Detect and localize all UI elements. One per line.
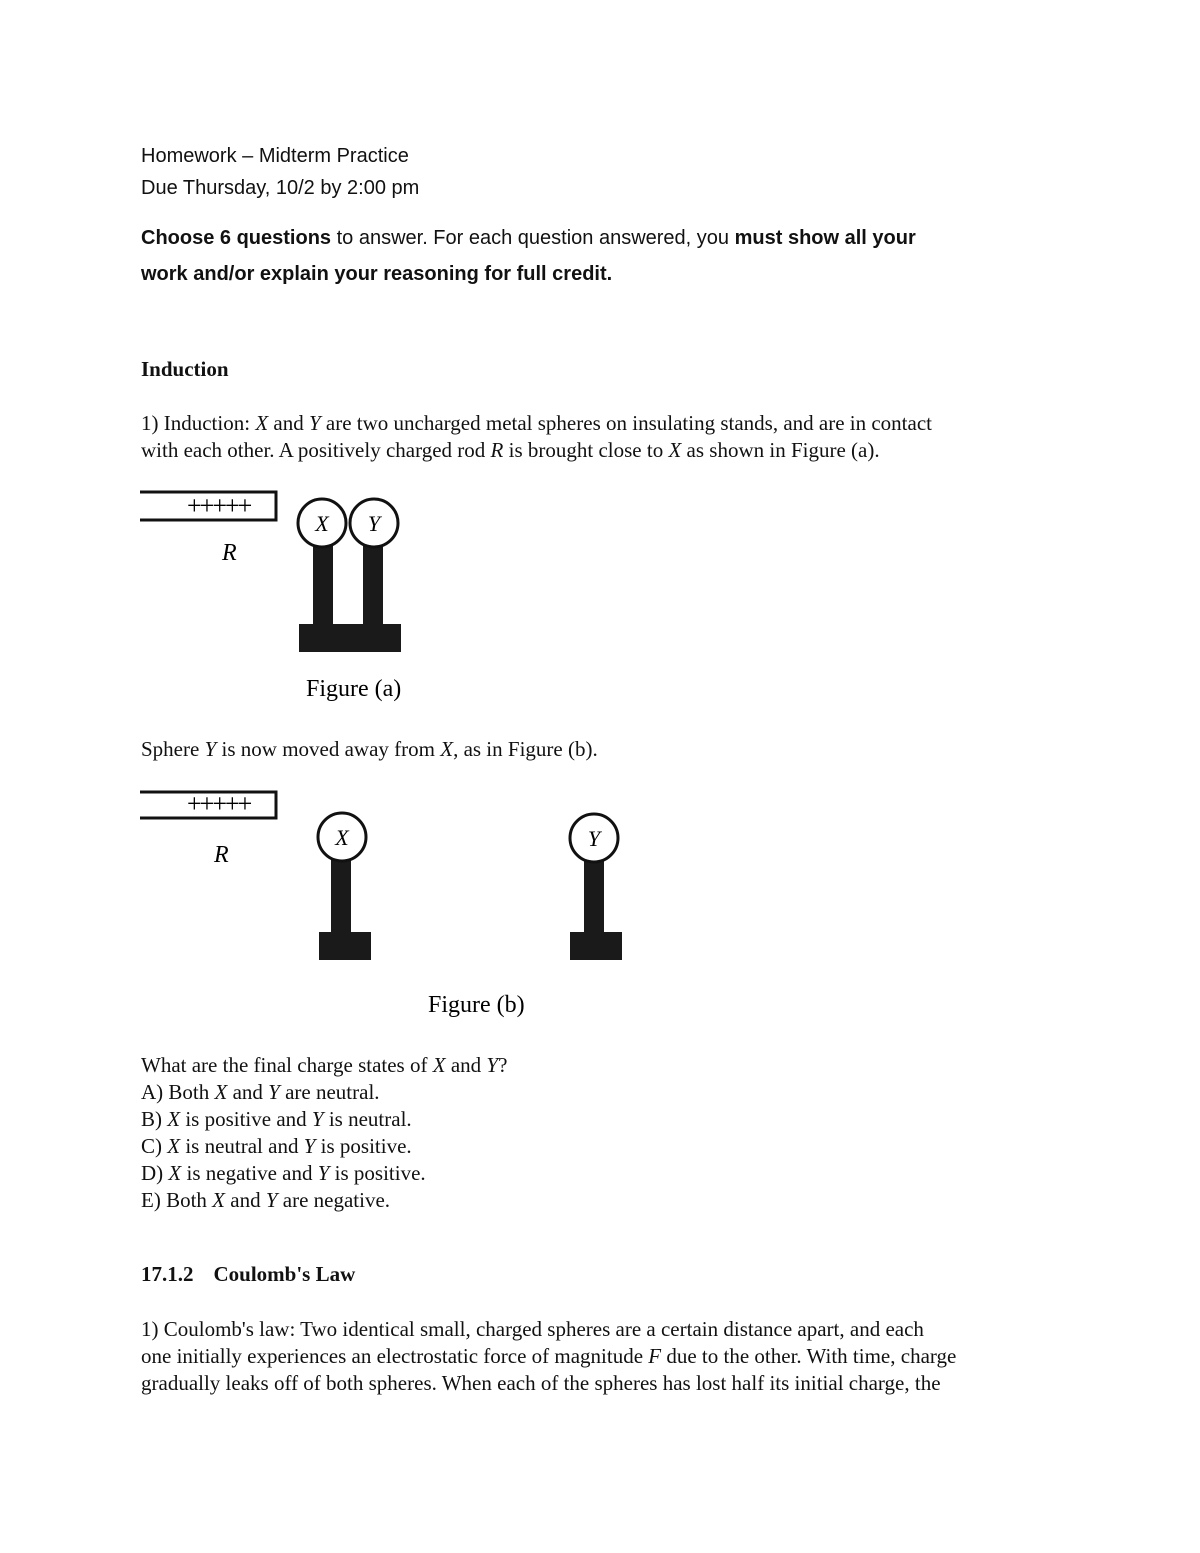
answer-option-c bbox=[141, 1133, 412, 1160]
section-number: 17.1.2 bbox=[141, 1262, 194, 1286]
var-x: X bbox=[168, 1161, 182, 1185]
text: as shown in Figure (a). bbox=[681, 438, 880, 462]
sphere-y-label: Y bbox=[587, 826, 601, 851]
text: E) Both bbox=[141, 1188, 213, 1212]
var-y: Y bbox=[268, 1080, 280, 1104]
var-x: X bbox=[212, 1188, 225, 1212]
document-title: Homework – Midterm Practice bbox=[141, 145, 409, 167]
text: D) bbox=[141, 1161, 169, 1185]
text: are two uncharged metal spheres on insulating stands, and are in contact bbox=[320, 411, 932, 435]
var-y: Y bbox=[311, 1107, 324, 1131]
var-x: X bbox=[167, 1107, 181, 1131]
var-x: X bbox=[255, 411, 269, 435]
sphere-x-label: X bbox=[335, 825, 349, 850]
answer-option-b bbox=[141, 1106, 412, 1133]
section-heading-coulomb bbox=[141, 1261, 355, 1288]
stand-y bbox=[584, 858, 604, 934]
text: B) bbox=[141, 1107, 168, 1131]
induction-question-prompt bbox=[141, 1052, 507, 1079]
figure-a bbox=[130, 480, 450, 710]
due-date: Due Thursday, 10/2 by 2:00 pm bbox=[141, 177, 420, 199]
text: 1) Induction: bbox=[141, 411, 256, 435]
var-y: Y bbox=[486, 1053, 499, 1077]
text: are neutral. bbox=[279, 1080, 380, 1104]
text: Sphere bbox=[141, 737, 205, 761]
sphere-y-label: Y bbox=[367, 511, 381, 536]
figure-b-caption: Figure (b) bbox=[428, 992, 525, 1018]
text: with each other. A positively charged rod bbox=[141, 438, 491, 462]
text: due to the other. With time, charge bbox=[661, 1344, 957, 1368]
rod-label: R bbox=[214, 842, 229, 868]
figure-b bbox=[130, 780, 650, 1030]
coulomb-question-line-1: 1) Coulomb's law: Two identical small, charged spheres are a certain distance apart, and each bbox=[141, 1317, 924, 1341]
text: are negative. bbox=[277, 1188, 391, 1212]
var-y: Y bbox=[308, 411, 321, 435]
instructions-emphasis: must show all your bbox=[734, 227, 916, 249]
text: and bbox=[227, 1080, 269, 1104]
text: is neutral. bbox=[323, 1107, 412, 1131]
stand-y-base bbox=[570, 932, 622, 960]
stand-x bbox=[313, 544, 333, 628]
text: is brought close to bbox=[503, 438, 669, 462]
figure-a-caption: Figure (a) bbox=[306, 676, 402, 702]
rod-label: R bbox=[222, 540, 237, 566]
answer-option-e bbox=[141, 1187, 390, 1214]
rod-charges: +++++ bbox=[187, 491, 251, 520]
answer-option-a bbox=[141, 1079, 380, 1106]
section-heading-induction: Induction bbox=[141, 357, 229, 381]
text: ? bbox=[498, 1053, 508, 1077]
stand-y bbox=[363, 544, 383, 628]
section-title: Coulomb's Law bbox=[213, 1262, 356, 1286]
var-x: X bbox=[214, 1080, 228, 1104]
stand-base bbox=[299, 624, 401, 652]
coulomb-question-line-3: gradually leaks off of both spheres. When each of the spheres has lost half its initial charge, the bbox=[141, 1371, 941, 1395]
figure-b-intro bbox=[141, 736, 598, 763]
instructions-emphasis: Choose 6 questions bbox=[141, 227, 332, 249]
induction-question-line-2 bbox=[141, 437, 880, 464]
stand-x-base bbox=[319, 932, 371, 960]
var-f: F bbox=[648, 1344, 662, 1368]
text: is negative and bbox=[181, 1161, 318, 1185]
rod-charges: +++++ bbox=[187, 789, 251, 818]
answer-option-d bbox=[141, 1160, 426, 1187]
var-x: X bbox=[668, 438, 682, 462]
var-r: R bbox=[490, 438, 504, 462]
text: and bbox=[445, 1053, 487, 1077]
var-x: X bbox=[440, 737, 454, 761]
text: and bbox=[225, 1188, 266, 1212]
text: is neutral and bbox=[180, 1134, 304, 1158]
var-y: Y bbox=[204, 737, 217, 761]
coulomb-question-line-2 bbox=[141, 1343, 956, 1370]
instructions-line-2: work and/or explain your reasoning for full credit. bbox=[141, 263, 613, 285]
text: one initially experiences an electrostatic force of magnitude bbox=[141, 1344, 649, 1368]
text: A) Both bbox=[141, 1080, 215, 1104]
text: , as in Figure (b). bbox=[453, 737, 598, 761]
var-y: Y bbox=[265, 1188, 278, 1212]
var-y: Y bbox=[303, 1134, 316, 1158]
text: What are the final charge states of bbox=[141, 1053, 433, 1077]
text: is positive. bbox=[329, 1161, 426, 1185]
text: is now moved away from bbox=[216, 737, 441, 761]
text: is positive and bbox=[180, 1107, 312, 1131]
sphere-x-label: X bbox=[315, 511, 329, 536]
text: C) bbox=[141, 1134, 168, 1158]
stand-x bbox=[331, 856, 351, 934]
instructions-text: to answer. For each question answered, you bbox=[331, 227, 735, 249]
text: and bbox=[268, 411, 309, 435]
instructions-line-1 bbox=[141, 222, 916, 254]
induction-question-line-1 bbox=[141, 410, 932, 437]
var-x: X bbox=[432, 1053, 446, 1077]
var-y: Y bbox=[317, 1161, 330, 1185]
var-x: X bbox=[167, 1134, 181, 1158]
text: is positive. bbox=[315, 1134, 412, 1158]
